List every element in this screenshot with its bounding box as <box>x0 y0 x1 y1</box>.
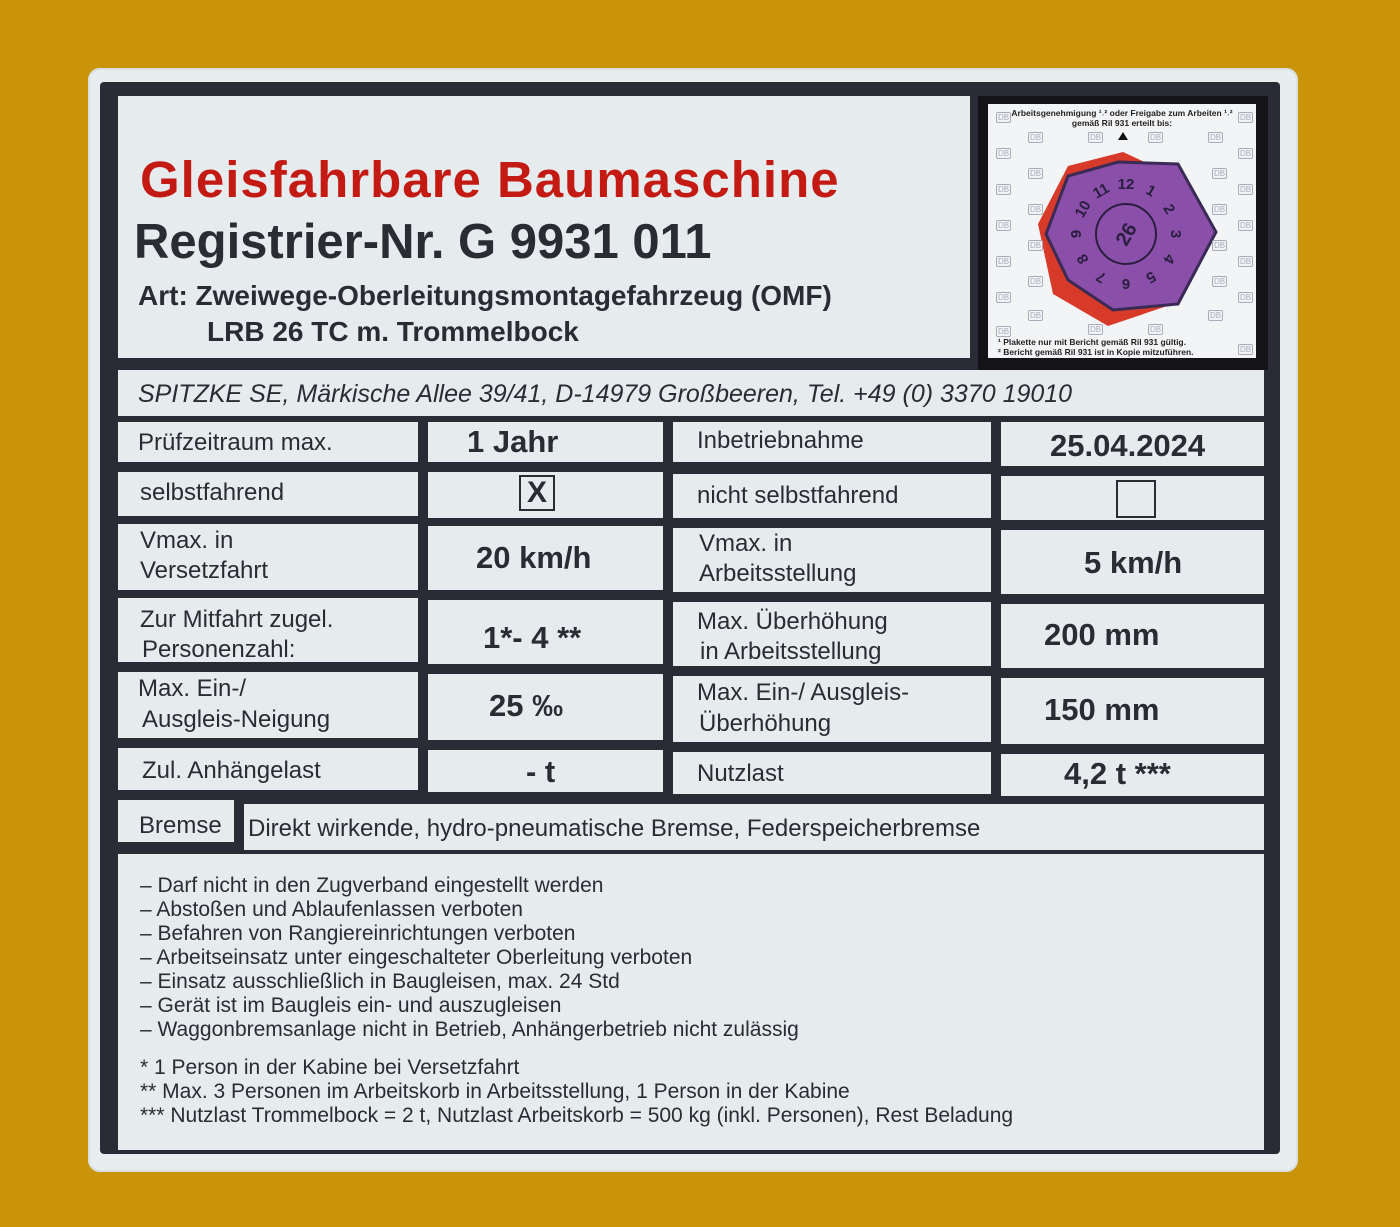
db-logo-icon: DB <box>1240 257 1252 266</box>
db-logo-icon: DB <box>1214 169 1226 178</box>
db-logo-icon: DB <box>1240 113 1252 122</box>
value-mitfahrt: 1*- 4 ** <box>483 620 582 655</box>
db-logo-icon: DB <box>1030 311 1042 320</box>
vehicle-type-line2: LRB 26 TC m. Trommelbock <box>207 316 579 347</box>
db-logo-icon: DB <box>1090 325 1102 334</box>
sticker-month-label: 1 <box>1142 181 1159 201</box>
db-logo-icon: DB <box>1214 277 1226 286</box>
inspection-sticker <box>988 104 1256 358</box>
label-neigung-1: Max. Ein-/ <box>138 675 247 702</box>
db-logo-icon: DB <box>1030 133 1042 142</box>
db-logo-icon: DB <box>1210 133 1222 142</box>
db-logo-icon: DB <box>1150 325 1162 334</box>
notes-list <box>140 874 799 1042</box>
value-anhaengelast: - t <box>526 754 556 789</box>
sticker-top-line2: gemäß Ril 931 erteilt bis: <box>1071 118 1173 128</box>
db-logo-icon: DB <box>998 149 1010 158</box>
registration-number: Registrier-Nr. G 9931 011 <box>134 215 712 269</box>
db-logo-icon: DB <box>998 257 1010 266</box>
sticker-year: 26 <box>1111 219 1142 250</box>
footnote-item: * 1 Person in der Kabine bei Versetzfahrt <box>140 1056 520 1079</box>
value-ausgleis: 150 mm <box>1044 692 1160 727</box>
value-vmax-versetzfahrt: 20 km/h <box>476 540 592 575</box>
label-selbstfahrend: selbstfahrend <box>140 479 285 506</box>
label-anhaengelast: Zul. Anhängelast <box>142 757 321 784</box>
note-item: – Abstoßen und Ablaufenlassen verboten <box>140 898 523 921</box>
label-neigung-2: Ausgleis-Neigung <box>142 706 331 733</box>
value-nutzlast: 4,2 t *** <box>1064 756 1171 791</box>
value-neigung: 25 ‰ <box>489 688 564 723</box>
label-ueberhoehung-1: Max. Überhöhung <box>697 608 888 635</box>
sticker-month-label: 4 <box>1159 250 1179 267</box>
footnote-item: *** Nutzlast Trommelbock = 2 t, Nutzlast Arbeitskorb = 500 kg (inkl. Personen), Rest Beladung <box>140 1104 1014 1127</box>
db-logo-icon: DB <box>998 221 1010 230</box>
sticker-month-label: 3 <box>1167 229 1184 239</box>
footnotes-list <box>140 1056 1013 1128</box>
sticker-month-label: 8 <box>1073 250 1093 267</box>
label-vmax-versetzfahrt-2: Versetzfahrt <box>140 557 269 584</box>
label-vmax-arbeitsstellung-2: Arbeitsstellung <box>699 560 857 587</box>
sticker-top-line1: Arbeitsgenehmigung ¹˒² oder Freigabe zum Arbeiten ¹˒² <box>1011 108 1233 118</box>
checkbox-nicht-selbstfahrend <box>1116 480 1156 518</box>
db-logo-icon: DB <box>1240 293 1252 302</box>
vehicle-type-line1: Art: Zweiwege-Oberleitungsmontagefahrzeug (OMF) <box>138 280 832 311</box>
db-logo-icon: DB <box>1214 241 1226 250</box>
company-address: SPITZKE SE, Märkische Allee 39/41, D-14979 Großbeeren, Tel. +49 (0) 3370 19010 <box>138 380 1073 408</box>
db-logo-icon: DB <box>1240 221 1252 230</box>
db-logo-icon: DB <box>998 185 1010 194</box>
db-logo-icon: DB <box>1030 277 1042 286</box>
sticker-month-label: 12 <box>1117 176 1135 193</box>
db-logo-icon: DB <box>998 113 1010 122</box>
label-ausgleis-1: Max. Ein-/ Ausgleis- <box>697 679 910 706</box>
note-item: – Befahren von Rangiereinrichtungen verboten <box>140 922 576 945</box>
sign-title: Gleisfahrbare Baumaschine <box>140 151 840 208</box>
db-logo-icon: DB <box>1030 205 1042 214</box>
note-item: – Gerät ist im Baugleis ein- und auszugleisen <box>140 994 562 1017</box>
db-logo-icon: DB <box>998 327 1010 336</box>
label-mitfahrt-2: Personenzahl: <box>142 636 296 663</box>
db-logo-icon: DB <box>1240 345 1252 354</box>
note-item: – Einsatz ausschließlich in Baugleisen, max. 24 Std <box>140 970 620 993</box>
db-logo-icon: DB <box>998 293 1010 302</box>
value-inbetriebnahme: 25.04.2024 <box>1050 428 1206 463</box>
label-vmax-arbeitsstellung-1: Vmax. in <box>699 530 793 557</box>
db-logo-icon: DB <box>1030 169 1042 178</box>
sticker-bottom-line1: ¹ Plakette nur mit Bericht gemäß Ril 931 gültig. <box>998 337 1186 347</box>
sticker-month-label: 2 <box>1159 201 1179 218</box>
db-logo-icon: DB <box>1214 205 1226 214</box>
value-ueberhoehung: 200 mm <box>1044 617 1160 652</box>
db-logo-icon: DB <box>1030 241 1042 250</box>
label-ueberhoehung-2: in Arbeitsstellung <box>700 638 882 665</box>
db-logo-icon: DB <box>1150 133 1162 142</box>
db-logo-icon: DB <box>1090 133 1102 142</box>
sticker-month-label: 5 <box>1142 267 1159 287</box>
db-logo-icon: DB <box>1210 311 1222 320</box>
sticker-month-label: 10 <box>1071 197 1095 221</box>
sticker-bottom-line2: ² Bericht gemäß Ril 931 ist in Kopie mitzuführen. <box>998 347 1194 357</box>
label-nutzlast: Nutzlast <box>697 760 784 787</box>
note-item: – Waggonbremsanlage nicht in Betrieb, Anhängerbetrieb nicht zulässig <box>140 1018 799 1041</box>
label-pruefzeitraum: Prüfzeitraum max. <box>138 429 333 456</box>
db-logo-icon: DB <box>1240 149 1252 158</box>
sticker-month-label: 11 <box>1090 179 1113 203</box>
sticker-month-label: 9 <box>1068 229 1085 239</box>
checkbox-selbstfahrend: X <box>519 475 555 511</box>
sticker-month-label: 7 <box>1093 267 1110 287</box>
label-ausgleis-2: Überhöhung <box>699 710 832 737</box>
label-mitfahrt-1: Zur Mitfahrt zugel. <box>140 606 334 633</box>
label-nicht-selbstfahrend: nicht selbstfahrend <box>697 482 899 509</box>
value-pruefzeitraum: 1 Jahr <box>467 424 559 459</box>
db-logo-icon: DB <box>1240 185 1252 194</box>
note-item: – Arbeitseinsatz unter eingeschalteter Oberleitung verboten <box>140 946 693 969</box>
footnote-item: ** Max. 3 Personen im Arbeitskorb in Arbeitsstellung, 1 Person in der Kabine <box>140 1080 850 1103</box>
value-vmax-arbeitsstellung: 5 km/h <box>1084 545 1183 580</box>
label-bremse: Bremse <box>139 812 222 839</box>
label-inbetriebnahme: Inbetriebnahme <box>697 427 864 454</box>
sticker-month-label: 6 <box>1121 275 1131 292</box>
note-item: – Darf nicht in den Zugverband eingestellt werden <box>140 874 604 897</box>
value-bremse: Direkt wirkende, hydro-pneumatische Bremse, Federspeicherbremse <box>248 815 981 842</box>
label-vmax-versetzfahrt-1: Vmax. in <box>140 527 234 554</box>
